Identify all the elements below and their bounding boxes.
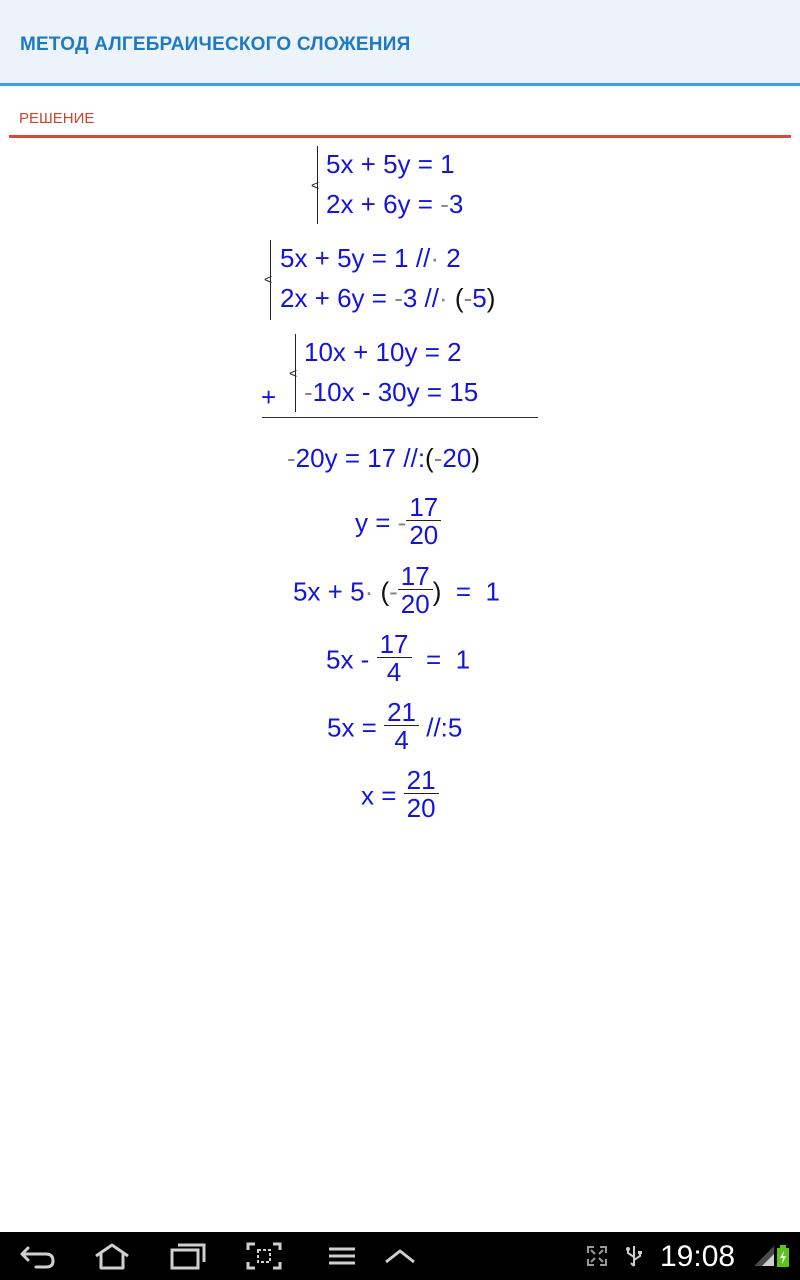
recent-apps-icon	[168, 1240, 208, 1272]
paren: )	[486, 283, 496, 313]
equation	[326, 149, 455, 179]
paren: (	[425, 443, 434, 473]
numerator: 17	[406, 494, 441, 521]
numerator: 21	[404, 767, 439, 794]
up-arrow-button[interactable]	[380, 1240, 420, 1272]
screenshot-icon	[244, 1240, 284, 1272]
menu-button[interactable]	[322, 1240, 362, 1272]
section-header: РЕШЕНИЕ	[19, 110, 95, 127]
equation	[280, 243, 461, 273]
system-nav-bar	[0, 1232, 800, 1280]
screenshot-button[interactable]	[244, 1240, 284, 1272]
paren: (	[447, 283, 464, 313]
equation-text: 5x =	[327, 712, 385, 743]
menu-icon	[322, 1240, 362, 1272]
numerator: 17	[398, 563, 433, 590]
equation-text: 10x + 10y = 2	[304, 337, 462, 367]
section-divider	[9, 135, 791, 138]
numerator: 17	[377, 631, 412, 658]
fraction	[377, 631, 412, 686]
fraction	[404, 767, 439, 822]
equation-text: x =	[361, 780, 404, 811]
equation-text: 2x + 6y =	[326, 189, 441, 219]
fullscreen-icon[interactable]	[585, 1244, 609, 1268]
step-equation	[355, 492, 441, 552]
step-equation	[327, 697, 463, 757]
home-button[interactable]	[92, 1240, 132, 1272]
minus-sign: -	[287, 443, 296, 473]
equation-text: 5	[472, 283, 487, 313]
equation-text: 2x + 6y =	[280, 283, 395, 313]
equation-text: 10x - 30y = 15	[312, 377, 479, 407]
fraction	[384, 699, 419, 754]
equation	[304, 377, 478, 407]
step-equation	[326, 629, 471, 689]
equation-text: 5x + 5y = 1	[326, 149, 455, 179]
step-equation	[293, 561, 500, 621]
system-brace-tip: <	[264, 271, 273, 287]
denominator: 20	[406, 793, 436, 823]
usb-icon	[622, 1244, 646, 1268]
denominator: 4	[394, 725, 409, 755]
system-brace-tip: <	[311, 177, 320, 193]
equation-text: 5x + 5	[293, 576, 365, 607]
plus-sign: +	[261, 382, 277, 412]
equation	[280, 283, 495, 313]
app-title: МЕТОД АЛГЕБРАИЧЕСКОГО СЛОЖЕНИЯ	[20, 34, 411, 55]
system-brace-tip: <	[289, 365, 298, 381]
sum-line	[262, 417, 538, 418]
back-icon	[18, 1240, 58, 1272]
paren: )	[432, 576, 442, 607]
minus-sign: -	[304, 377, 313, 407]
step-equation	[287, 443, 480, 473]
multiply-dot: ·	[430, 243, 439, 273]
fraction	[398, 563, 433, 618]
minus-sign: -	[433, 443, 443, 473]
multiply-dot: ·	[364, 576, 374, 607]
minus-sign: -	[389, 576, 398, 607]
equation-text: 3 //	[402, 283, 439, 313]
equation	[304, 337, 462, 367]
equation-text: 3	[448, 189, 464, 219]
equation-text: 2	[438, 243, 461, 273]
equation-text: = 1	[441, 576, 500, 607]
equation	[326, 189, 463, 219]
minus-sign: -	[440, 189, 449, 219]
final-answer	[361, 765, 439, 825]
signal-icon	[752, 1244, 776, 1268]
denominator: 20	[400, 589, 430, 619]
equation-text: = 1	[411, 644, 471, 675]
minus-sign: -	[463, 283, 473, 313]
equation-text: 20y = 17 //:	[295, 443, 426, 473]
paren: (	[373, 576, 390, 607]
action-bar	[0, 0, 800, 86]
up-arrow-icon	[380, 1240, 420, 1272]
multiply-dot: ·	[439, 283, 448, 313]
fraction	[406, 494, 441, 549]
denominator: 20	[409, 520, 439, 550]
equation-text: //:5	[419, 712, 463, 743]
numerator: 21	[384, 699, 419, 726]
equation-text: 5x + 5y = 1 //	[280, 243, 431, 273]
status-clock: 19:08	[660, 1240, 736, 1273]
denominator: 4	[386, 657, 402, 687]
equation-text: 20	[442, 443, 472, 473]
equation-text: 5x -	[326, 644, 377, 675]
home-icon	[92, 1240, 132, 1272]
minus-sign: -	[394, 283, 403, 313]
back-button[interactable]	[18, 1240, 58, 1272]
recent-apps-button[interactable]	[168, 1240, 208, 1272]
minus-sign: -	[397, 507, 407, 538]
equation-text: y =	[355, 507, 398, 538]
paren: )	[471, 443, 480, 473]
battery-icon	[775, 1244, 791, 1268]
